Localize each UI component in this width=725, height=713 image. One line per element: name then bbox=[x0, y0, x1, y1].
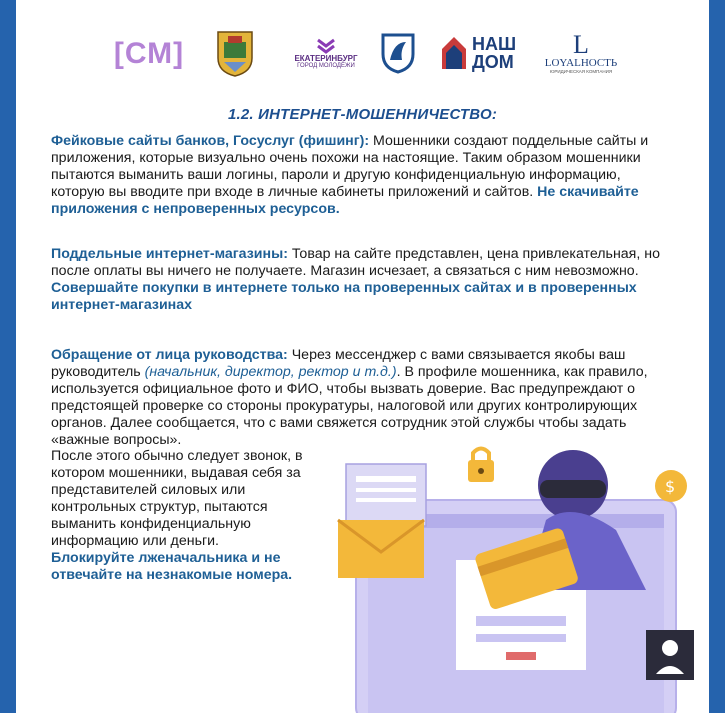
nash-dom-logo: НАШ ДОМ bbox=[438, 30, 518, 76]
shield-logo bbox=[378, 30, 418, 76]
section-phishing bbox=[51, 133, 675, 218]
section-text: Товар на сайте представлен, цена привлекательная, но после оплаты вы ничего не получаете. Магазин исчезает, а связаться с ним невозможно. bbox=[51, 246, 660, 279]
section-fake-boss bbox=[51, 347, 675, 449]
ekaterinburg-coat-of-arms bbox=[210, 28, 260, 78]
section-advice: Совершайте покупки в интернете только на проверенных сайтах и в проверенных интернет-магазинах bbox=[51, 280, 637, 313]
fraud-illustration bbox=[316, 440, 709, 713]
section-text: Мошенники создают поддельные сайты и приложения, которые визуально очень похожи на настоящие. Таким образом мошенники пытаются выманить ваши логины, пароли и другую конфиденциальную информацию, которую вы вводите при входе в личные кабинеты приложений и сайтов. bbox=[51, 133, 649, 200]
section-advice: Блокируйте лженачальника и не отвечайте на незнакомые номера. bbox=[51, 550, 293, 583]
info-card bbox=[16, 0, 709, 713]
ekb-youth-logo: ЕКАТЕРИНБУРГ ГОРОД МОЛОДЁЖИ bbox=[286, 30, 366, 76]
section-advice: Не скачивайте приложения с непроверенных ресурсов. bbox=[51, 184, 639, 217]
section-text: После этого обычно следует звонок, в котором мошенники, выдавая себя за представителей силовых или контрольных структур, пытаются выманить конфиденциальную информацию или деньги. bbox=[51, 448, 303, 549]
section-heading: Фейковые сайты банков, Госуслуг (фишинг): bbox=[51, 133, 370, 149]
section-text: . В профиле мошенника, как правило, используется официальное фото и ФИО, чтобы вызвать доверие. Вас предупреждают о предстоящей проверке со стороны прокуратуры, налоговой или других контролирующих органов. Далее сообщается, что с вами свяжется сотрудник этой службы чтобы задать «важные вопросы». bbox=[51, 364, 648, 448]
section-italic: (начальник, директор, ректор и т.д.) bbox=[144, 364, 397, 380]
section-text: Через мессенджер с вами связывается якобы ваш руководитель bbox=[51, 347, 626, 380]
section-fake-shops bbox=[51, 246, 675, 314]
section-heading: Поддельные интернет-магазины: bbox=[51, 246, 288, 262]
svg-text:$: $ bbox=[665, 477, 676, 496]
loyalnost-logo: L LOYALНОСТЬ ЮРИДИЧЕСКАЯ КОМПАНИЯ bbox=[544, 29, 618, 74]
section-heading: Обращение от лица руководства: bbox=[51, 347, 288, 363]
partner-logos bbox=[16, 28, 709, 88]
section-fake-boss-continued bbox=[51, 448, 313, 584]
sm-logo: [СМ] bbox=[113, 37, 185, 70]
page-title: 1.2. ИНТЕРНЕТ-МОШЕННИЧЕСТВО: bbox=[227, 106, 498, 123]
